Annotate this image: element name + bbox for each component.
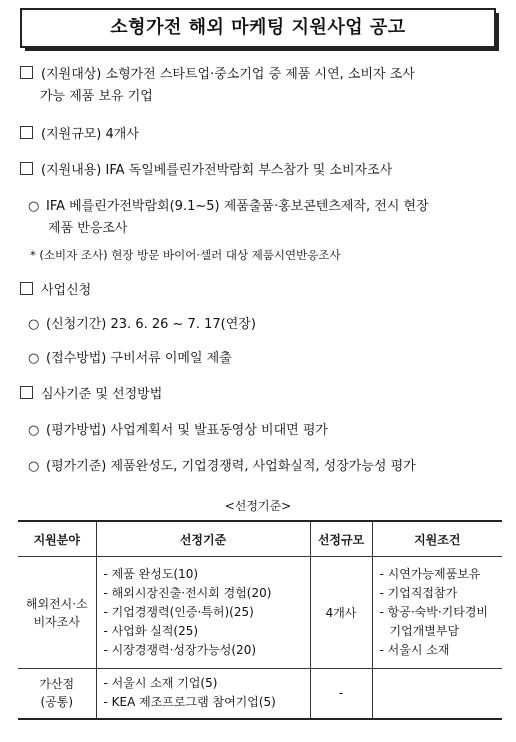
condition-item: - 서울시 소재 (379, 643, 450, 657)
condition-item: - 시연가능제품보유 (379, 567, 481, 581)
row1-scale: 4개사 (310, 557, 372, 669)
checkbox-square-icon (20, 66, 33, 79)
section-target (20, 64, 500, 108)
checkbox-square-icon (20, 282, 33, 295)
table-caption: <선정기준> (224, 499, 292, 513)
section-criteria (20, 384, 500, 406)
content-sub-text: IFA 베를린가전박람회(9.1~5) 제품출품·홍보콘텐츠제작, 전시 현장 (46, 199, 429, 214)
eval-criteria (28, 456, 500, 478)
table-row (18, 669, 502, 719)
condition-item: - 기업직접참가 (379, 586, 458, 600)
circle-bullet-icon: ○ (28, 317, 40, 332)
target-text: (지원대상) 소형가전 스타트업·중소기업 중 제품 시연, 소비자 조사 (41, 67, 415, 82)
row2-scale: - (310, 669, 372, 719)
row2-field-line1: 가산점 (39, 677, 75, 692)
table-row (18, 557, 502, 669)
row1-field: 해외전시·소비자조사 (18, 557, 96, 669)
row1-conditions (372, 557, 502, 669)
apply-text: 사업신청 (41, 283, 92, 298)
circle-bullet-icon: ○ (28, 351, 40, 366)
criteria-item: - 기업경쟁력(인증·특허)(25) (103, 605, 254, 619)
criteria-item: - KEA 제조프로그램 참여기업(5) (103, 695, 276, 710)
eval-criteria-text: (평가기준) 제품완성도, 기업경쟁력, 사업화실적, 성장가능성 평가 (46, 459, 416, 474)
circle-bullet-icon: ○ (28, 199, 40, 214)
row2-field-line2: (공통) (40, 695, 74, 710)
checkbox-square-icon (20, 386, 33, 399)
scale-text: (지원규모) 4개사 (41, 127, 139, 142)
content-sub-text-cont: 제품 반응조사 (48, 221, 128, 236)
table-header-row (18, 521, 502, 557)
eval-method (28, 420, 500, 442)
condition-item: 기업개별부담 (389, 624, 460, 638)
title-box (20, 8, 496, 48)
header-criteria: 선정기준 (96, 521, 310, 557)
row2-criteria (96, 669, 310, 719)
row1-criteria (96, 557, 310, 669)
eval-method-text: (평가방법) 사업계획서 및 발표동영상 비대면 평가 (46, 423, 328, 438)
checkbox-square-icon (20, 126, 33, 139)
target-text-cont: 가능 제품 보유 기업 (40, 89, 153, 104)
criteria-item: - 사업화 실적(25) (103, 624, 199, 638)
header-conditions: 지원조건 (372, 521, 502, 557)
criteria-item: - 제품 완성도(10) (103, 567, 199, 581)
circle-bullet-icon: ○ (28, 423, 40, 438)
apply-method (28, 348, 500, 370)
row2-field (18, 669, 96, 719)
section-scale (20, 124, 500, 146)
selection-criteria-table (18, 520, 502, 720)
apply-period-text: (신청기간) 23. 6. 26 ~ 7. 17(연장) (46, 317, 256, 332)
criteria-item: - 시장경쟁력·성장가능성(20) (103, 643, 257, 657)
header-scale: 선정규모 (310, 521, 372, 557)
header-field: 지원분야 (18, 521, 96, 557)
criteria-item: - 해외시장진출·전시회 경험(20) (103, 586, 272, 600)
content-sub (28, 196, 500, 240)
apply-period (28, 314, 500, 336)
criteria-item: - 서울시 소재 기업(5) (103, 676, 218, 691)
circle-bullet-icon: ○ (28, 459, 40, 474)
row2-conditions (372, 669, 502, 719)
content-note: * (소비자 조사) 현장 방문 바이어·셀러 대상 제품시연반응조사 (30, 248, 341, 262)
checkbox-square-icon (20, 162, 33, 175)
apply-method-text: (접수방법) 구비서류 이메일 제출 (46, 351, 232, 366)
criteria-text: 심사기준 및 선정방법 (41, 387, 163, 402)
condition-item: - 항공·숙박·기타경비 (379, 605, 489, 619)
section-apply (20, 280, 500, 302)
content-text: (지원내용) IFA 독일베를린가전박람회 부스참가 및 소비자조사 (41, 163, 393, 178)
section-content (20, 160, 500, 182)
page-title: 소형가전 해외 마케팅 지원사업 공고 (110, 17, 406, 38)
